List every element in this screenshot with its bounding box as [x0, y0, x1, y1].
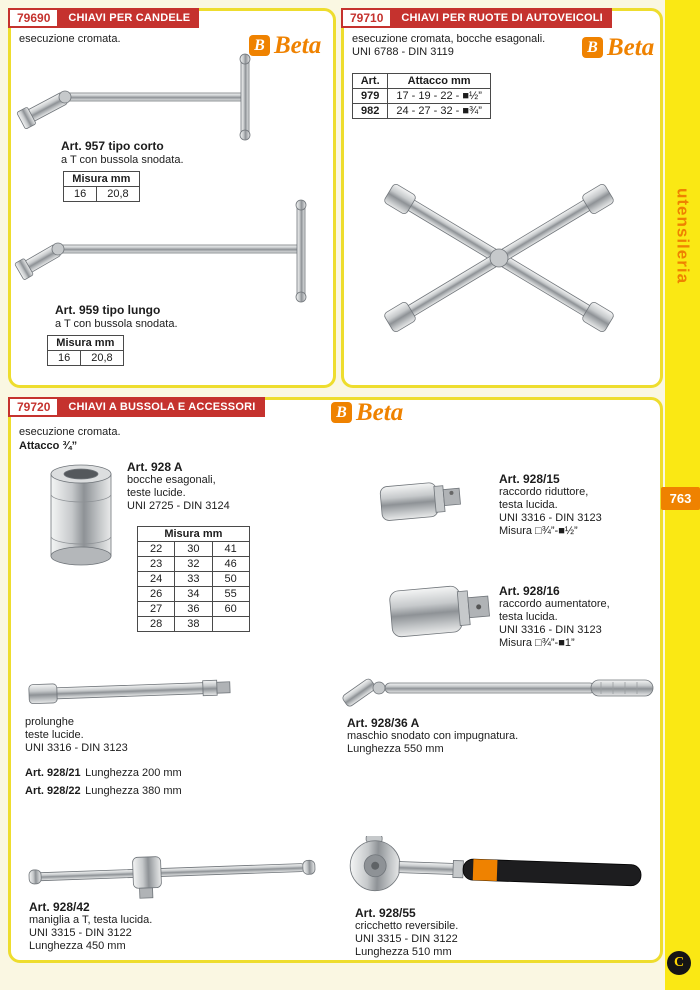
product-block-92815: [499, 472, 659, 538]
norm-note: UNI 3316 - DIN 3123: [499, 512, 602, 524]
product-art: Art. 928/22: [25, 785, 81, 797]
section-chiavi-per-candele: [8, 8, 336, 388]
misura-table-928a: [137, 526, 250, 632]
attacco-table: [352, 73, 491, 119]
misura-cell: 32: [175, 557, 212, 572]
norm-note: UNI 3316 - DIN 3123: [25, 742, 128, 754]
product-desc: teste lucide.: [127, 487, 186, 499]
misura-note: Misura □¾”-■½”: [499, 525, 578, 537]
section-header: [341, 8, 612, 28]
page-number-badge: 763: [661, 487, 700, 510]
product-art: Art. 928 A: [127, 460, 183, 474]
attacco-note: Attacco ¾”: [19, 440, 78, 452]
section-header: [8, 397, 265, 417]
norm-note: UNI 2725 - DIN 3124: [127, 500, 230, 512]
product-desc: a T con bussola snodata.: [61, 154, 184, 166]
misura-cell: [212, 617, 249, 632]
product-block-prolunghe: [25, 716, 245, 799]
product-image-959: [13, 197, 328, 307]
misura-cell: 60: [212, 602, 249, 617]
product-desc: raccordo aumentatore,: [499, 598, 610, 610]
finish-note: esecuzione cromata.: [19, 33, 121, 45]
beta-logo-icon: B: [331, 402, 352, 423]
finish-note: esecuzione cromata.: [19, 426, 121, 438]
product-art: Art. 928/36 A: [347, 716, 420, 730]
section-code: 79710: [341, 8, 392, 28]
beta-logo-text: Beta: [274, 32, 322, 59]
attacco-cell: 979: [353, 89, 388, 104]
product-image-957: [15, 53, 285, 149]
product-image-prolunga: [25, 670, 250, 712]
misura-cell: 16: [64, 187, 97, 202]
product-desc: testa lucida.: [499, 611, 558, 623]
norm-note: UNI 3315 - DIN 3122: [355, 933, 458, 945]
finish-note: esecuzione cromata, bocche esagonali.: [352, 33, 546, 45]
misura-cell: 28: [138, 617, 175, 632]
product-art: Art. 928/21: [25, 767, 81, 779]
beta-logo: [249, 33, 321, 58]
beta-logo-text: Beta: [356, 399, 404, 426]
beta-logo: [331, 400, 403, 425]
section-code: 79720: [8, 397, 59, 417]
product-art-line: [25, 763, 245, 781]
product-length: Lunghezza 550 mm: [347, 743, 444, 755]
misura-cell: 38: [175, 617, 212, 632]
product-art: Art. 959 tipo lungo: [55, 303, 161, 317]
product-art: Art. 928/15: [499, 472, 560, 486]
product-art: Art. 928/55: [355, 906, 416, 920]
section-header: [8, 8, 199, 28]
product-image-92836: [339, 666, 659, 712]
product-image-92842: [25, 844, 325, 900]
attacco-cell: 24 - 27 - 32 - ■¾”: [388, 104, 491, 119]
misura-cell: 33: [175, 572, 212, 587]
product-block-92836: [347, 716, 627, 756]
misura-table: [47, 335, 124, 366]
product-image-928a-socket: [41, 458, 121, 573]
product-length: Lunghezza 200 mm: [85, 767, 182, 779]
misura-cell: 24: [138, 572, 175, 587]
misura-cell: 23: [138, 557, 175, 572]
sidebar-category-label: utensileria: [673, 188, 693, 285]
product-desc: a T con bussola snodata.: [55, 318, 178, 330]
attacco-cell: 17 - 19 - 22 - ■½”: [388, 89, 491, 104]
product-image-92815: [371, 470, 486, 530]
attacco-col-art: Art.: [353, 74, 388, 89]
section-title: CHIAVI PER CANDELE: [59, 8, 199, 28]
product-image-92816: [383, 578, 503, 646]
misura-cell: 50: [212, 572, 249, 587]
section-chiavi-per-ruote: [341, 8, 663, 388]
norm-note: UNI 3316 - DIN 3123: [499, 624, 602, 636]
product-art: Art. 957 tipo corto: [61, 139, 164, 153]
section-title: CHIAVI A BUSSOLA E ACCESSORI: [59, 397, 264, 417]
product-desc: prolunghe: [25, 716, 74, 728]
product-art: Art. 928/16: [499, 584, 560, 598]
misura-cell: 34: [175, 587, 212, 602]
product-block-92855: [355, 906, 595, 959]
footer-logo-icon: [667, 951, 691, 975]
footer-logo-letter: C: [673, 955, 685, 970]
misura-cell: 16: [48, 351, 81, 366]
product-art: Art. 928/42: [29, 900, 90, 914]
misura-cell: 36: [175, 602, 212, 617]
norm-note: UNI 3315 - DIN 3122: [29, 927, 132, 939]
beta-logo-icon: B: [582, 37, 603, 58]
product-art-line: [25, 781, 245, 799]
misura-cell: 27: [138, 602, 175, 617]
product-block-92816: [499, 584, 659, 650]
product-desc: teste lucide.: [25, 729, 84, 741]
product-length: Lunghezza 510 mm: [355, 946, 452, 958]
product-image-92855: [337, 836, 657, 911]
misura-cell: 41: [212, 542, 249, 557]
attacco-col-mm: Attacco mm: [388, 74, 491, 89]
section-code: 79690: [8, 8, 59, 28]
product-block-92842: [29, 900, 249, 953]
section-title: CHIAVI PER RUOTE DI AUTOVEICOLI: [392, 8, 612, 28]
misura-cell: 22: [138, 542, 175, 557]
product-desc: raccordo riduttore,: [499, 486, 589, 498]
product-length: Lunghezza 450 mm: [29, 940, 126, 952]
beta-logo: [582, 35, 654, 60]
product-block-928a: [127, 460, 287, 513]
misura-cell: 30: [175, 542, 212, 557]
misura-cell: 20,8: [97, 187, 139, 202]
misura-header: Misura mm: [138, 527, 250, 542]
misura-header: Misura mm: [64, 172, 140, 187]
misura-cell: 26: [138, 587, 175, 602]
misura-note: Misura □¾”-■1”: [499, 637, 575, 649]
section-chiavi-a-bussola: [8, 397, 663, 963]
beta-logo-icon: B: [249, 35, 270, 56]
product-image-cross-wrench: [374, 151, 624, 366]
product-desc: maniglia a T, testa lucida.: [29, 914, 153, 926]
misura-cell: 20,8: [81, 351, 123, 366]
misura-header: Misura mm: [48, 336, 124, 351]
norm-note: UNI 6788 - DIN 3119: [352, 46, 454, 58]
misura-cell: 55: [212, 587, 249, 602]
product-desc: testa lucida.: [499, 499, 558, 511]
product-desc: maschio snodato con impugnatura.: [347, 730, 519, 742]
product-desc: bocche esagonali,: [127, 474, 216, 486]
attacco-cell: 982: [353, 104, 388, 119]
product-length: Lunghezza 380 mm: [85, 785, 182, 797]
product-desc: cricchetto reversibile.: [355, 920, 459, 932]
beta-logo-text: Beta: [607, 34, 655, 61]
misura-cell: 46: [212, 557, 249, 572]
